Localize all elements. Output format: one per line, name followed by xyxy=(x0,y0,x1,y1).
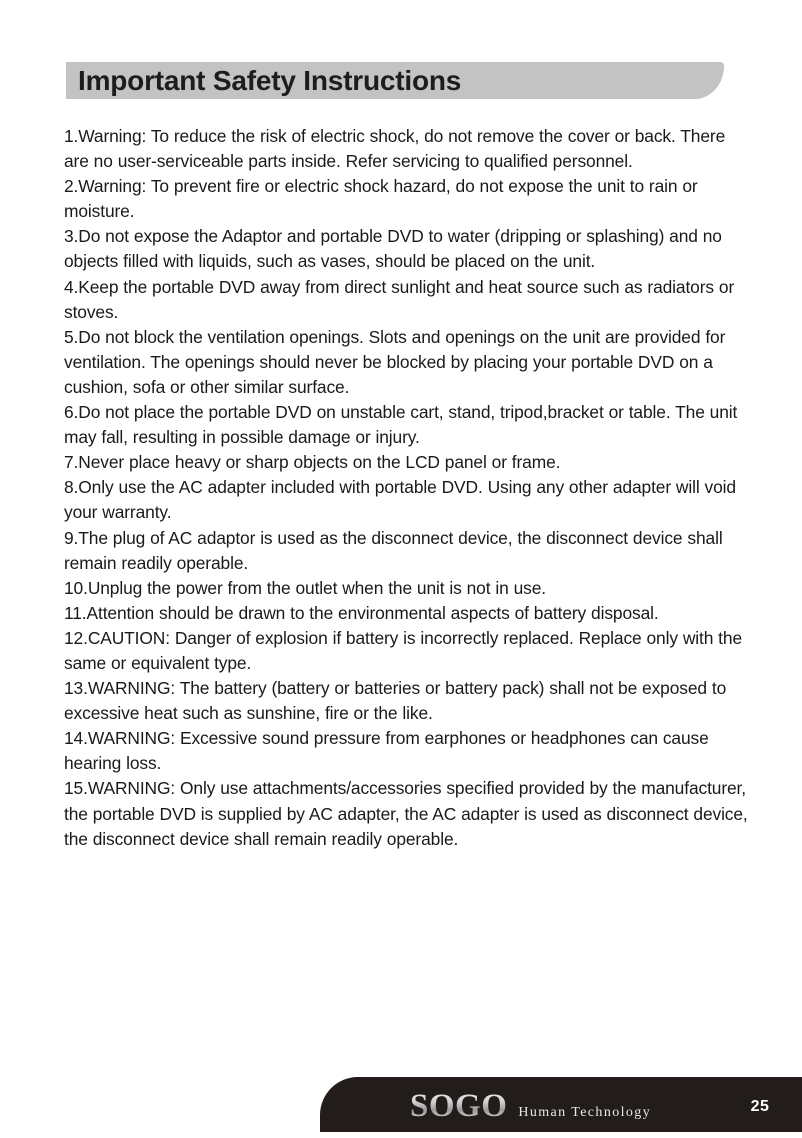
safety-item: 9.The plug of AC adaptor is used as the disconnect device, the disconnect device shall remain readily operable. xyxy=(64,527,728,573)
safety-item: 3.Do not expose the Adaptor and portable DVD to water (dripping or splashing) and no objects filled with liquids, such as vases, should be placed on the unit. xyxy=(64,226,727,272)
safety-item: 13.WARNING: The battery (battery or batteries or battery pack) shall not be exposed to excessive heat such as sunshine, fire or the like. xyxy=(64,678,732,724)
brand-tagline: Human Technology xyxy=(518,1105,652,1120)
page-title: Important Safety Instructions xyxy=(78,65,462,96)
safety-item: 6.Do not place the portable DVD on unstable cart, stand, tripod,bracket or table. The unit may fall, resulting in possible damage or injury. xyxy=(64,402,743,448)
safety-item: 8.Only use the AC adapter included with portable DVD. Using any other adapter will void your warranty. xyxy=(64,477,741,523)
footer-baseline-strip xyxy=(0,1132,802,1138)
safety-item: 5.Do not block the ventilation openings. Slots and openings on the unit are provided for ventilation. The openings should never be blocked by placing your portable DVD on a cushion, sofa or other similar surface. xyxy=(64,326,731,397)
safety-item: 4.Keep the portable DVD away from direct sunlight and heat source such as radiators or stoves. xyxy=(64,276,740,322)
safety-item: 1.Warning: To reduce the risk of electric shock, do not remove the cover or back. There are no user-serviceable parts inside. Refer servicing to qualified personnel. xyxy=(64,126,731,172)
brand-logo xyxy=(410,1089,651,1123)
safety-item: 2.Warning: To prevent fire or electric shock hazard, do not expose the unit to rain or moisture. xyxy=(64,176,703,222)
safety-item: 10.Unplug the power from the outlet when the unit is not in use. xyxy=(64,577,546,598)
safety-item: 11.Attention should be drawn to the environmental aspects of battery disposal. xyxy=(64,602,659,623)
safety-item: 14.WARNING: Excessive sound pressure from earphones or headphones can cause hearing loss. xyxy=(64,728,714,774)
safety-item: 12.CAUTION: Danger of explosion if battery is incorrectly replaced. Replace only with the same or equivalent type. xyxy=(64,627,747,673)
safety-instructions-list xyxy=(64,124,754,852)
brand-name: SOGO xyxy=(410,1088,508,1124)
safety-item: 15.WARNING: Only use attachments/accessories specified provided by the manufacturer, the portable DVD is supplied by AC adapter, the AC adapter is used as disconnect device, the disconnect device shall remain readily operable. xyxy=(64,778,753,849)
safety-item: 7.Never place heavy or sharp objects on the LCD panel or frame. xyxy=(64,452,561,473)
page-number: 25 xyxy=(750,1098,770,1115)
